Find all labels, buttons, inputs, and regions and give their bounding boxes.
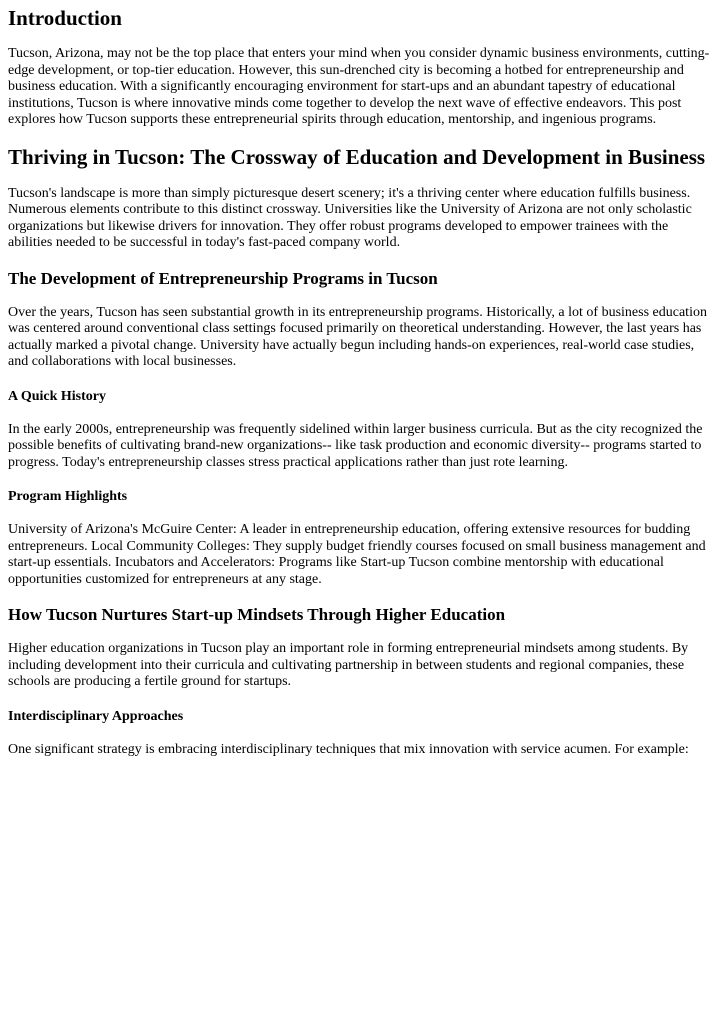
- article: [0, 6, 720, 758]
- section1-heading: Thriving in Tucson: The Crossway of Education and Development in Business: [8, 144, 706, 169]
- section2-heading: The Development of Entrepreneurship Programs in Tucson: [8, 268, 438, 288]
- interdisciplinary-heading: Interdisciplinary Approaches: [8, 708, 184, 724]
- section3-paragraph: Higher education organizations in Tucson play an important role in forming entrepreneurial mindsets among students. By including development into their curricula and cultivating partnership in between students and regional companies, these schools are producing a fertile ground for startups.: [8, 641, 689, 689]
- history-heading: A Quick History: [8, 388, 107, 404]
- highlights-heading: Program Highlights: [8, 489, 128, 504]
- section3-heading: How Tucson Nurtures Start-up Mindsets Through Higher Education: [8, 605, 506, 624]
- history-paragraph: In the early 2000s, entrepreneurship was frequently sidelined within larger business curricula. But as the city recognized the possible benefits of cultivating brand-new organizations-- like task production and economic diversity-- programs started to progress. Today's entrepreneurship classes stress practical applications rather than just rote learning.: [8, 421, 703, 470]
- section2-paragraph: Over the years, Tucson has seen substantial growth in its entrepreneurship programs. Historically, a lot of business education was centered around conventional class settings focused primarily on theoretical understanding. However, the last years has actually marked a pivotal change. University have actually begun including hands-on experiences, real-world case studies, and collaborations with local businesses.: [8, 304, 707, 369]
- section1-paragraph: Tucson's landscape is more than simply picturesque desert scenery; it's a thriving center where education fulfills business. Numerous elements contribute to this distinct crossway. Universities like the University of Arizona are not only scholastic organizations but likewise drivers for innovation. They offer robust programs developed to empower trainees with the abilities needed to be successful in today's fast-paced company world.: [8, 185, 692, 250]
- interdisciplinary-paragraph: One significant strategy is embracing interdisciplinary techniques that mix innovation with service acumen. For example:: [8, 741, 689, 757]
- highlights-paragraph: University of Arizona's McGuire Center: A leader in entrepreneurship education, offering extensive resources for budding entrepreneurs. Local Community Colleges: They supply budget friendly courses focused on small business management and start-up essentials. Incubators and Accelerators: Programs like Start-up Tucson combine mentorship with educational opportunities customized for entrepreneurs at any stage.: [8, 522, 706, 587]
- intro-paragraph: Tucson, Arizona, may not be the top place that enters your mind when you consider dynamic business environments, cutting-edge development, or top-tier education. However, this sun-drenched city is becoming a hotbed for entrepreneurship and business education. With a significantly encouraging environment for start-ups and an abundant tapestry of educational institutions, Tucson is where innovative minds come together to develop the next wave of effective endeavors. This post explores how Tucson supports these entrepreneurial spirits through education, mentorship, and ingenious programs.: [8, 46, 710, 127]
- intro-heading: Introduction: [8, 6, 122, 30]
